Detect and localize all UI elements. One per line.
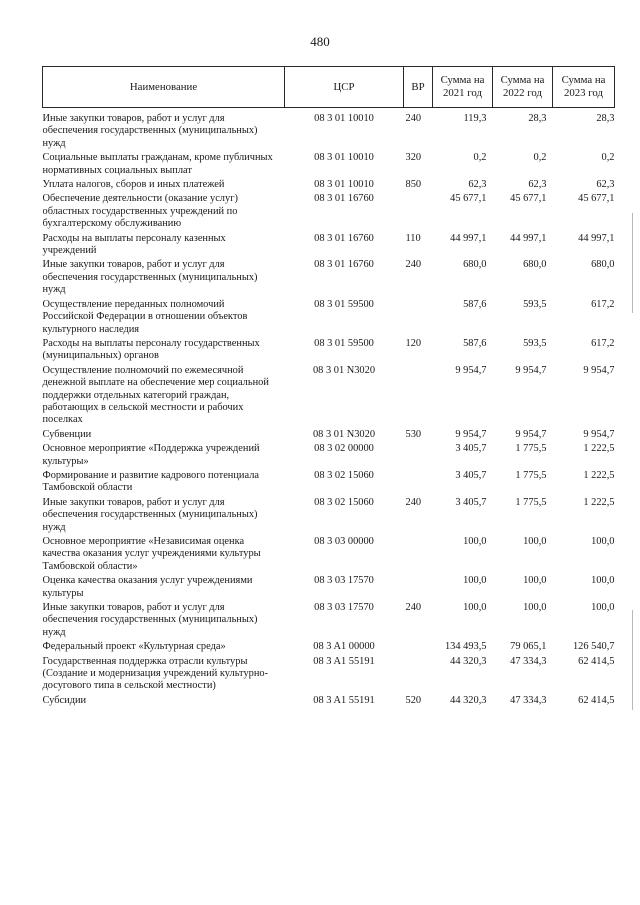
row-sum-2022: 9 954,7: [515, 428, 547, 440]
row-csr: 08 3 02 00000: [314, 443, 374, 455]
row-sum-2022: 79 065,1: [510, 641, 547, 653]
row-sum-2022: 100,0: [523, 575, 547, 587]
table-row: [43, 497, 615, 536]
row-sum-2021: 44 320,3: [450, 655, 487, 667]
row-sum-2022: 44 997,1: [510, 232, 547, 244]
table-row: [43, 602, 615, 641]
row-vr: 110: [405, 232, 421, 244]
row-vr: [404, 443, 433, 470]
row-name: Расходы на выплаты персоналу казенных учреждений: [42, 232, 226, 257]
row-sum-2022: 680,0: [523, 259, 547, 271]
table-row: [43, 536, 615, 575]
row-sum-2022: 100,0: [523, 536, 547, 547]
row-vr: [404, 656, 433, 695]
table-row: [43, 193, 615, 232]
table-row: [43, 108, 615, 153]
row-sum-2021: 100,0: [463, 602, 487, 614]
header-sum-2021: Сумма на 2021 год: [433, 67, 493, 108]
row-csr: 08 3 01 16760: [314, 193, 374, 205]
row-vr: [404, 536, 433, 575]
row-name: Формирование и развитие кадрового потенциала Тамбовской области: [42, 469, 259, 494]
row-csr: 08 3 02 15060: [314, 469, 374, 481]
row-vr: [404, 641, 433, 655]
row-sum-2021: 587,6: [463, 298, 487, 310]
row-csr: 08 3 01 59500: [314, 337, 374, 349]
row-vr: 120: [405, 337, 422, 349]
row-vr: [404, 470, 433, 497]
row-sum-2021: 9 954,7: [455, 364, 487, 376]
row-sum-2021: 100,0: [463, 536, 487, 547]
row-sum-2021: 3 405,7: [455, 496, 487, 508]
row-sum-2021: 0,2: [473, 152, 487, 164]
page-number: 480: [310, 34, 330, 49]
row-sum-2021: 100,0: [463, 575, 487, 587]
row-name: Обеспечение деятельности (оказание услуг) областных государственных учреждений по бухгалтерскому обслуживанию: [42, 193, 238, 230]
row-csr: 08 3 01 N3020: [312, 364, 376, 376]
row-sum-2023: 44 997,1: [578, 232, 615, 244]
row-name: Федеральный проект «Культурная среда»: [42, 641, 226, 653]
row-name: Иные закупки товаров, работ и услуг для обеспечения государственных (муниципальных) нужд: [42, 602, 258, 638]
row-sum-2023: 62 414,5: [578, 694, 615, 706]
row-sum-2023: 62 414,5: [578, 655, 615, 667]
row-vr: 850: [405, 179, 422, 191]
table-row: [43, 152, 615, 179]
row-sum-2022: 593,5: [523, 337, 547, 349]
row-sum-2021: 3 405,7: [455, 469, 487, 481]
row-vr: [404, 299, 433, 338]
row-vr: 240: [405, 113, 422, 124]
row-sum-2022: 47 334,3: [510, 655, 547, 667]
row-vr: 240: [405, 259, 422, 271]
row-csr: 08 3 02 15060: [314, 496, 374, 508]
table-row: [43, 299, 615, 338]
row-sum-2023: 62,3: [596, 179, 615, 191]
row-csr: 08 3 01 16760: [314, 259, 374, 271]
row-name: Иные закупки товаров, работ и услуг для обеспечения государственных (муниципальных) нужд: [42, 496, 258, 533]
row-sum-2021: 3 405,7: [455, 443, 487, 455]
row-csr: 08 3 A1 55191: [313, 655, 375, 667]
row-name: Оценка качества оказания услуг учреждениями культуры: [42, 575, 253, 599]
row-sum-2022: 100,0: [523, 602, 547, 614]
row-sum-2021: 9 954,7: [455, 428, 487, 440]
table-row: [43, 470, 615, 497]
table-row: [43, 429, 615, 443]
row-sum-2023: 617,2: [591, 298, 615, 310]
row-vr: 240: [405, 496, 422, 508]
row-sum-2022: 1 775,5: [515, 496, 547, 508]
row-sum-2022: 0,2: [533, 152, 547, 164]
row-sum-2023: 28,3: [596, 113, 615, 124]
table-row: [43, 443, 615, 470]
row-csr: 08 3 01 10010: [314, 152, 374, 164]
row-name: Уплата налогов, сборов и иных платежей: [42, 179, 225, 191]
row-sum-2021: 680,0: [463, 259, 487, 271]
row-csr: 08 3 A1 00000: [313, 641, 375, 653]
table-row: [43, 365, 615, 429]
row-vr: [404, 575, 433, 602]
row-sum-2023: 45 677,1: [578, 193, 615, 205]
row-sum-2023: 100,0: [591, 575, 615, 587]
row-name: Иные закупки товаров, работ и услуг для обеспечения государственных (муниципальных) нужд: [42, 259, 258, 296]
row-csr: 08 3 03 00000: [314, 536, 374, 547]
row-sum-2023: 680,0: [591, 259, 615, 271]
row-sum-2023: 9 954,7: [583, 428, 615, 440]
table-row: [43, 179, 615, 193]
row-sum-2023: 1 222,5: [583, 469, 615, 481]
table-row: [43, 695, 615, 709]
table-row: [43, 641, 615, 655]
row-csr: 08 3 01 10010: [314, 179, 374, 191]
row-csr: 08 3 A1 55191: [313, 694, 375, 706]
row-sum-2021: 119,3: [463, 113, 487, 124]
row-name: Государственная поддержка отрасли культуры (Создание и модернизация учреждений культурно-досугового типа в сельской местности): [42, 655, 269, 692]
row-csr: 08 3 01 59500: [314, 298, 374, 310]
table-row: [43, 656, 615, 695]
row-sum-2023: 0,2: [601, 152, 615, 164]
table-row: [43, 575, 615, 602]
row-sum-2022: 1 775,5: [515, 443, 547, 455]
row-sum-2021: 44 997,1: [450, 232, 487, 244]
header-sum-2022: Сумма на 2022 год: [493, 67, 553, 108]
row-name: Иные закупки товаров, работ и услуг для обеспечения государственных (муниципальных) нужд: [42, 113, 258, 149]
row-sum-2022: 28,3: [528, 113, 547, 124]
row-sum-2022: 45 677,1: [510, 193, 547, 205]
row-name: Субвенции: [42, 428, 92, 440]
margin-mark: [632, 213, 633, 313]
row-sum-2021: 44 320,3: [450, 694, 487, 706]
row-name: Осуществление переданных полномочий Российской Федерации в отношении объектов культурного наследия: [42, 298, 248, 335]
row-sum-2022: 47 334,3: [510, 694, 547, 706]
row-sum-2022: 1 775,5: [515, 469, 547, 481]
table-header-row: [43, 67, 615, 108]
row-sum-2023: 100,0: [591, 536, 615, 547]
row-sum-2023: 1 222,5: [583, 496, 615, 508]
row-vr: [404, 193, 433, 232]
row-sum-2023: 126 540,7: [572, 641, 615, 653]
row-csr: 08 3 01 16760: [314, 232, 374, 244]
table-row: [43, 259, 615, 298]
row-csr: 08 3 03 17570: [314, 575, 374, 587]
row-name: Расходы на выплаты персоналу государственных (муниципальных) органов: [42, 337, 260, 362]
row-name: Социальные выплаты гражданам, кроме публичных нормативных социальных выплат: [42, 152, 273, 176]
table-row: [43, 338, 615, 365]
row-sum-2021: 45 677,1: [450, 193, 487, 205]
row-sum-2022: 593,5: [523, 298, 547, 310]
row-sum-2023: 9 954,7: [583, 364, 615, 376]
budget-table: [42, 66, 615, 709]
row-name: Субсидии: [42, 694, 87, 706]
row-sum-2023: 617,2: [591, 337, 615, 349]
row-vr: 320: [405, 152, 422, 164]
row-csr: 08 3 01 10010: [314, 113, 374, 124]
row-sum-2021: 62,3: [468, 179, 487, 191]
table-body: [43, 108, 615, 710]
header-name: Наименование: [43, 67, 285, 108]
row-csr: 08 3 03 17570: [314, 602, 374, 614]
row-sum-2023: 1 222,5: [583, 443, 615, 455]
row-sum-2023: 100,0: [591, 602, 615, 614]
row-name: Основное мероприятие «Поддержка учреждений культуры»: [42, 443, 260, 467]
row-vr: 530: [405, 428, 422, 440]
row-sum-2021: 134 493,5: [444, 641, 487, 653]
header-csr: ЦСР: [285, 67, 404, 108]
margin-mark: [632, 610, 633, 710]
header-sum-2023: Сумма на 2023 год: [553, 67, 615, 108]
row-sum-2022: 62,3: [528, 179, 547, 191]
header-vr: ВР: [404, 67, 433, 108]
row-sum-2022: 9 954,7: [515, 364, 547, 376]
row-name: Осуществление полномочий по ежемесячной денежной выплате на обеспечение мер социальной поддержки отдельных категорий граждан, работающих в сельской местности и рабочих поселках: [42, 364, 269, 426]
row-sum-2021: 587,6: [463, 337, 487, 349]
table-row: [43, 233, 615, 260]
row-name: Основное мероприятие «Независимая оценка качества оказания услуг учреждениями культуры Тамбовской области»: [42, 536, 261, 572]
row-vr: 520: [405, 694, 422, 706]
row-csr: 08 3 01 N3020: [312, 428, 376, 440]
row-vr: [404, 365, 433, 429]
row-vr: 240: [405, 602, 422, 614]
